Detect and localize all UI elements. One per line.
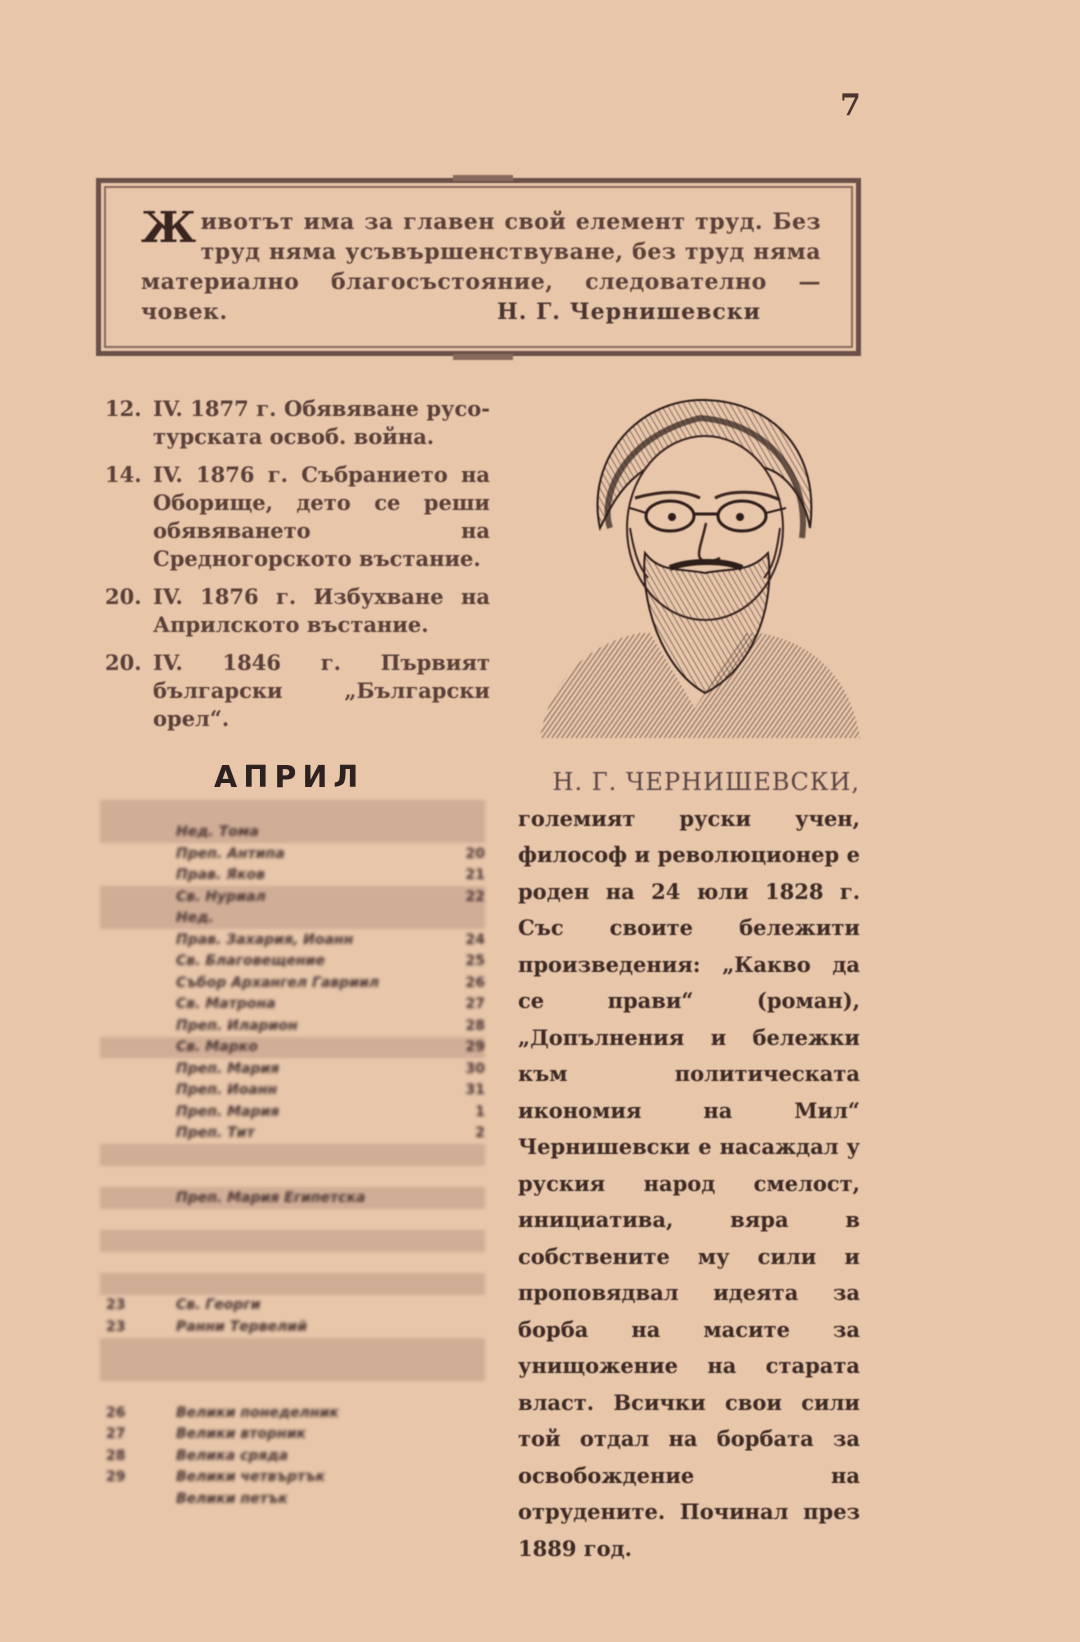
calendar-saint-name: Преп. Иоанн [176, 1082, 278, 1099]
event-text: IV. 1876 г. Събранието на Оборище, дето се реши обявяването на Средногорското въстание. [153, 462, 490, 571]
calendar-saint-name: Нед. [176, 910, 214, 927]
calendar-saint-name: Преп. Антипа [176, 845, 285, 862]
biography-body: големият руски учен, философ и революционер е роден на 24 юли 1828 г. Със своите бележити произведения: „Какво да се прави“ (роман), „Допълнения и бележки към политическата икономия на Мил“ Чернишевски е насаждал у руския народ смелост, инициатива, вяра в собствените му сили и проповядвал идеята за борба на масите за унищожение на старата власт. Всички свои сили той отдал на борбата за освобождение на отрудените. Починал през 1889 год. [518, 805, 860, 1561]
calendar-saint-name: Ранни Тервелий [176, 1318, 308, 1335]
quote-dropcap: Ж [141, 203, 197, 252]
calendar-row [100, 1209, 485, 1231]
calendar-row [100, 1338, 485, 1360]
calendar-old-date: 31 [465, 1082, 485, 1099]
calendar-old-date: 21 [465, 867, 485, 884]
calendar-day: 26 [106, 1404, 126, 1421]
calendar-row [100, 972, 485, 994]
event-text: IV. 1876 г. Избухване на Априлското въстание. [153, 584, 490, 637]
calendar-saint-name: Велика сряда [176, 1447, 289, 1464]
quote-box [96, 178, 861, 356]
calendar-row [100, 1359, 485, 1381]
calendar-old-date: 30 [465, 1060, 485, 1077]
calendar-row [100, 1467, 485, 1489]
biography-heading: Н. Г. ЧЕРНИШЕВСКИ, [552, 768, 860, 796]
calendar-row [100, 1144, 485, 1166]
event-text: IV. 1846 г. Първият български „Български орел“. [153, 650, 490, 731]
calendar-old-date: 1 [475, 1103, 485, 1120]
calendar-saint-name: Преп. Мария [176, 1060, 280, 1077]
calendar-day: 28 [106, 1447, 126, 1464]
events-list [105, 395, 490, 743]
calendar-old-date: 25 [465, 953, 485, 970]
calendar-old-date: 29 [465, 1039, 485, 1056]
calendar-row [100, 929, 485, 951]
quote-author: Н. Г. Чернишевски [496, 299, 761, 325]
event-number: 20. [105, 584, 142, 609]
calendar-day: 29 [106, 1469, 126, 1486]
event-item [105, 649, 490, 733]
calendar-day: 23 [106, 1297, 126, 1314]
calendar-old-date: 24 [465, 931, 485, 948]
calendar-row [100, 1230, 485, 1252]
calendar-month-title: АПРИЛ [214, 760, 365, 795]
calendar-row [100, 800, 485, 822]
calendar-saint-name: Св. Благовещение [176, 953, 325, 970]
calendar-saint-name: Велики четвъртък [176, 1469, 326, 1486]
calendar-row [100, 1273, 485, 1295]
calendar-row [100, 886, 485, 908]
box-ornament-top [453, 175, 513, 181]
event-number: 14. [105, 462, 142, 487]
calendar-row [100, 1316, 485, 1338]
calendar-old-date: 28 [465, 1017, 485, 1034]
calendar-saint-name: Велики петък [176, 1490, 288, 1507]
calendar-saint-name: Преп. Иларион [176, 1017, 298, 1034]
calendar-row [100, 1402, 485, 1424]
calendar-old-date: 22 [465, 888, 485, 905]
april-calendar-table [100, 800, 485, 1507]
calendar-row [100, 822, 485, 844]
event-item [105, 395, 490, 451]
calendar-saint-name: Св. Матрона [176, 996, 276, 1013]
event-item [105, 461, 490, 573]
calendar-old-date: 26 [465, 974, 485, 991]
calendar-row [100, 1424, 485, 1446]
portrait-chernyshevsky-engraving [530, 378, 865, 738]
calendar-saint-name: Преп. Мария [176, 1103, 280, 1120]
calendar-saint-name: Преп. Мария Египетска [176, 1189, 366, 1206]
calendar-row [100, 843, 485, 865]
calendar-saint-name: Нед. Тома [176, 824, 259, 841]
calendar-row [100, 1166, 485, 1188]
calendar-day: 23 [106, 1318, 126, 1335]
calendar-row [100, 1037, 485, 1059]
calendar-row [100, 865, 485, 887]
calendar-row [100, 951, 485, 973]
event-number: 12. [105, 396, 142, 421]
calendar-row [100, 1187, 485, 1209]
event-number: 20. [105, 650, 142, 675]
calendar-day: 27 [106, 1426, 126, 1443]
calendar-row [100, 1080, 485, 1102]
calendar-row [100, 1295, 485, 1317]
calendar-saint-name: Св. Георги [176, 1297, 261, 1314]
calendar-row [100, 1445, 485, 1467]
calendar-saint-name: Прав. Яков [176, 867, 265, 884]
quote-body: ивотът има за главен свой елемент труд. Без труд няма усъвършенствуване, без труд няма материално благосъстояние, следователно — човек. [141, 209, 821, 325]
page-number: 7 [840, 88, 861, 123]
event-item [105, 583, 490, 639]
event-text: IV. 1877 г. Обявяване русо-турската освоб. война. [153, 396, 490, 449]
calendar-row [100, 1101, 485, 1123]
box-ornament-bottom [453, 354, 513, 360]
calendar-saint-name: Св. Марко [176, 1039, 258, 1056]
calendar-old-date: 20 [465, 845, 485, 862]
calendar-row [100, 908, 485, 930]
calendar-row [100, 1123, 485, 1145]
calendar-row [100, 994, 485, 1016]
calendar-saint-name: Велики понеделник [176, 1404, 339, 1421]
calendar-row [100, 1058, 485, 1080]
calendar-saint-name: Прав. Захария, Иоанн [176, 931, 354, 948]
calendar-saint-name: Велики вторник [176, 1426, 307, 1443]
calendar-saint-name: Събор Архангел Гавриил [176, 974, 380, 991]
calendar-old-date: 2 [475, 1125, 485, 1142]
calendar-saint-name: Преп. Тит [176, 1125, 255, 1142]
calendar-row [100, 1252, 485, 1274]
calendar-old-date: 27 [465, 996, 485, 1013]
biography-text [518, 764, 860, 1567]
calendar-row [100, 1381, 485, 1403]
calendar-row [100, 1488, 485, 1510]
calendar-row [100, 1015, 485, 1037]
calendar-saint-name: Св. Нуриал [176, 888, 266, 905]
